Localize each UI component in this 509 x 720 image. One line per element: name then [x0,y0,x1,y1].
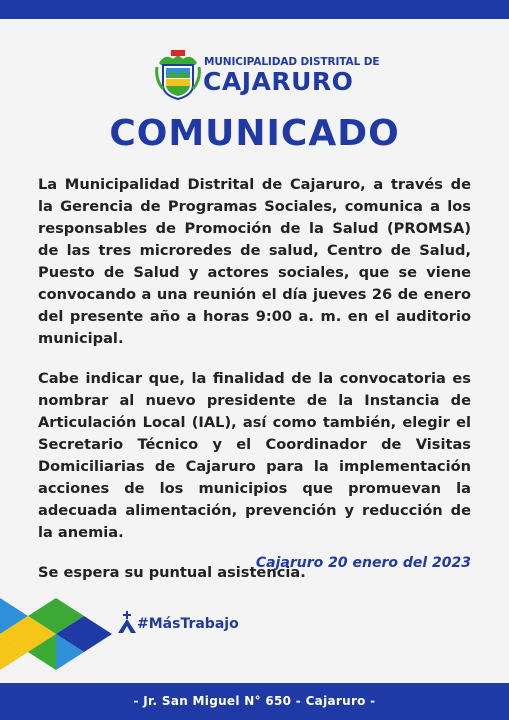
top-bar [0,0,509,19]
footer-address: - Jr. San Miguel N° 650 - Cajaruro - [133,694,376,708]
paragraph-2: Cabe indicar que, la finalidad de la convocatoria es nombrar al nuevo presidente de la Instancia de Articulación Local (IAL), así como también, elegir el Secretario Técnico y el Coordinador de Visitas Domiciliarias de Cajaruro para la implementación acciones de los municipios que promuevan la adecuada alimentación, prevención y reducción de la anemia. [38,370,471,541]
crest-mini-icon [117,611,137,635]
communique-body [38,174,471,602]
decorative-triangles [0,598,115,670]
header [155,49,380,101]
date-line: Cajaruro 20 enero del 2023 [255,555,471,571]
org-name-big: CAJARURO [203,67,354,96]
hashtag-text: #MásTrabajo [137,616,239,632]
org-name-small: MUNICIPALIDAD DISTRITAL DE [204,56,380,68]
paragraph-1: La Municipalidad Distrital de Cajaruro, a través de la Gerencia de Programas Sociales, comunica a los responsables de Promoción de la Salud (PROMSA) de las tres microredes de salud, Centro de Salud, Puesto de Salud y actores sociales, que se viene convocando a una reunión el día jueves 26 de enero del presente año a horas 9:00 a. m. en el auditorio municipal. [38,176,471,347]
footer-bar [0,683,509,720]
paragraph-3: Se espera su puntual asistencia. [38,564,306,581]
page-title: COMUNICADO [109,113,400,154]
municipal-crest-icon [155,49,201,101]
